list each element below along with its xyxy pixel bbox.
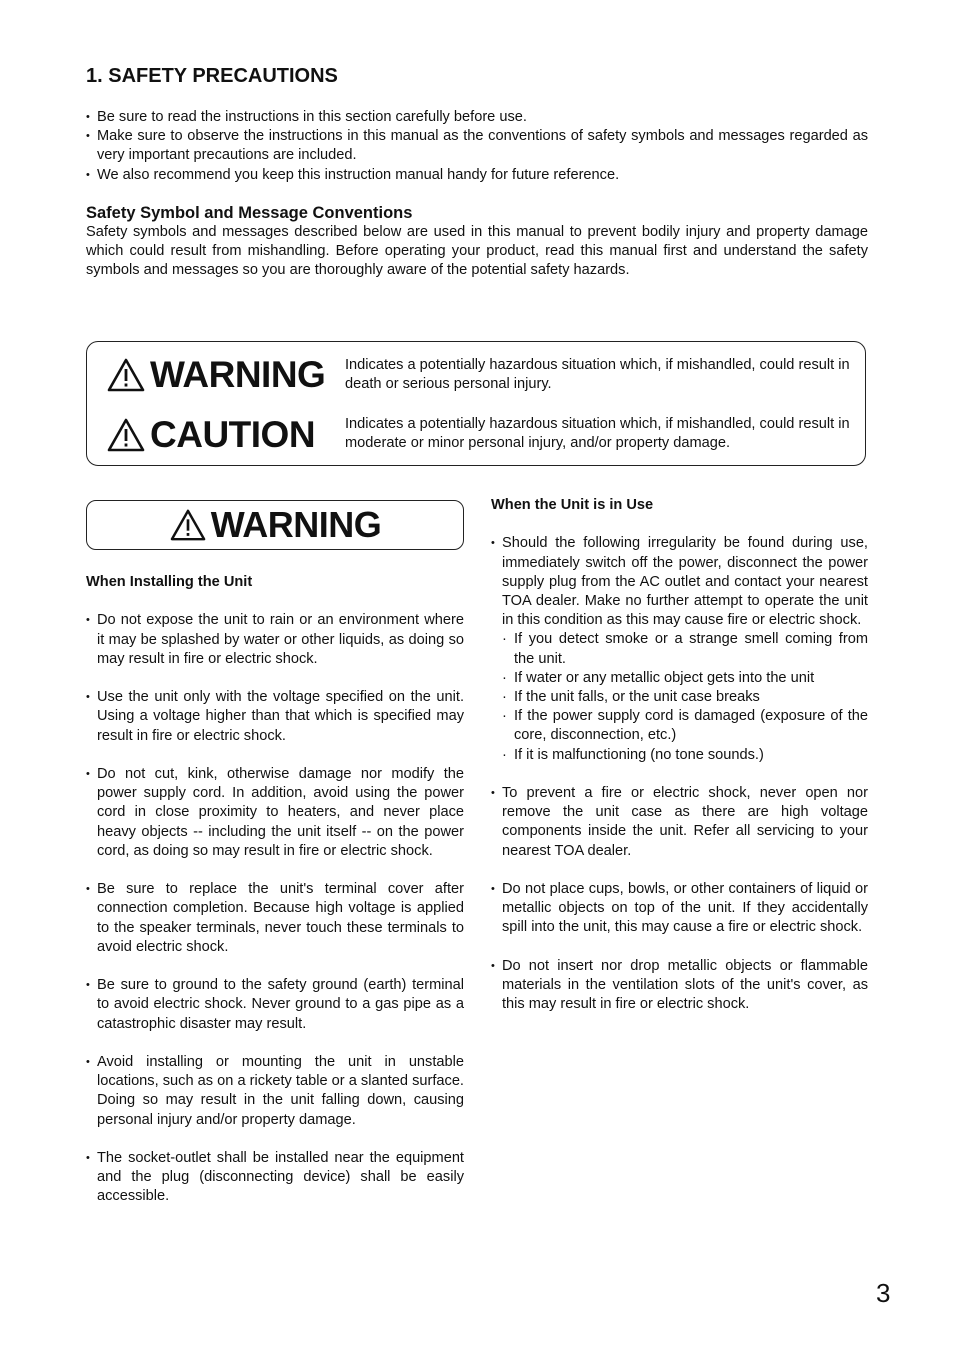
- sub-list-item: · If water or any metallic object gets into the unit: [502, 669, 868, 688]
- in-use-list: [491, 534, 868, 1014]
- list-item: • Do not place cups, bowls, or other containers of liquid or metallic objects on top of the unit. If they accidentally spill into the unit, this may cause a fire or electric shock.: [491, 880, 868, 938]
- installing-heading: When Installing the Unit: [86, 574, 253, 590]
- list-item-text: Should the following irregularity be found during use, immediately switch off the power, disconnect the power supply plug from the AC outlet and contact your nearest TOA dealer. Make no further attempt to operate the unit in this condition as this may cause fire or electric shock.: [502, 535, 868, 629]
- sub-list-item: · If the unit falls, or the unit case breaks: [502, 688, 868, 707]
- list-item: • To prevent a fire or electric shock, never open nor remove the unit case as there are high voltage components inside the unit. Refer all servicing to your nearest TOA dealer.: [491, 784, 868, 861]
- list-item: • Do not expose the unit to rain or an environment where it may be splashed by water or other liquids, as doing so may result in fire or electric shock.: [86, 611, 464, 669]
- irregularity-list: [502, 630, 868, 764]
- list-item: • Do not cut, kink, otherwise damage nor modify the power supply cord. In addition, avoid using the power cord in close proximity to heaters, and never place heavy objects -- including the unit itself -- on the power cord, as doing so may result in fire or electric shock.: [86, 765, 464, 861]
- sub-list-item: · If you detect smoke or a strange smell coming from the unit.: [502, 630, 868, 668]
- in-use-section: [491, 496, 868, 1034]
- warning-banner: [86, 500, 464, 550]
- list-item: • Be sure to ground to the safety ground (earth) terminal to avoid electric shock. Never ground to a gas pipe as a catastrophic disaster may result.: [86, 976, 464, 1034]
- installing-list: [86, 611, 464, 1206]
- caution-triangle-icon: [106, 417, 146, 453]
- caution-word: CAUTION: [150, 414, 316, 455]
- list-item: • Do not insert nor drop metallic objects or flammable materials in the ventilation slots of the unit's cover, as this may result in fire or electric shock.: [491, 957, 868, 1015]
- section-title: 1. SAFETY PRECAUTIONS: [86, 65, 338, 87]
- warning-banner-word: WARNING: [210, 504, 382, 545]
- list-item: [491, 534, 868, 764]
- page-number: 3: [876, 1278, 891, 1308]
- warning-description: Indicates a potentially hazardous situation which, if mishandled, could result in death or serious personal injury.: [345, 357, 850, 393]
- intro-item: • We also recommend you keep this instruction manual handy for future reference.: [86, 166, 868, 185]
- legend-warning-label: [106, 355, 325, 395]
- installing-section: [86, 573, 464, 1226]
- list-item: • Be sure to replace the unit's terminal cover after connection completion. Because high voltage is applied to the speaker terminals, never touch these terminals to avoid electric shock.: [86, 880, 464, 957]
- sub-list-item: · If it is malfunctioning (no tone sounds.): [502, 746, 868, 765]
- caution-description: Indicates a potentially hazardous situation which, if mishandled, could result in moderate or minor personal injury, and/or property damage.: [345, 416, 850, 452]
- list-item: • Avoid installing or mounting the unit in unstable locations, such as on a rickety table or a slanted surface. Doing so may result in the unit falling down, causing personal injury and/or property damage.: [86, 1053, 464, 1130]
- intro-item: • Be sure to read the instructions in this section carefully before use.: [86, 108, 868, 127]
- in-use-heading: When the Unit is in Use: [491, 497, 654, 513]
- conventions-body: Safety symbols and messages described below are used in this manual to prevent bodily injury and property damage which could result from mishandling. Before operating your product, read this manual first and understand the safety symbols and messages so you are thoroughly aware of the potential safety hazards.: [86, 224, 868, 279]
- warning-triangle-icon: [169, 508, 207, 542]
- intro-list: [86, 108, 868, 185]
- sub-list-item: · If the power supply cord is damaged (exposure of the core, disconnection, etc.): [502, 707, 868, 745]
- legend-caution-label: [106, 415, 315, 455]
- warning-word: WARNING: [150, 354, 326, 395]
- list-item: • Use the unit only with the voltage specified on the unit. Using a voltage higher than that which is specified may result in fire or electric shock.: [86, 688, 464, 746]
- intro-item: • Make sure to observe the instructions in this manual as the conventions of safety symbols and messages regarded as very important precautions are included.: [86, 127, 868, 165]
- conventions-heading: Safety Symbol and Message Conventions: [86, 204, 413, 222]
- list-item: • The socket-outlet shall be installed near the equipment and the plug (disconnecting device) shall be easily accessible.: [86, 1149, 464, 1207]
- warning-triangle-icon: [106, 357, 146, 393]
